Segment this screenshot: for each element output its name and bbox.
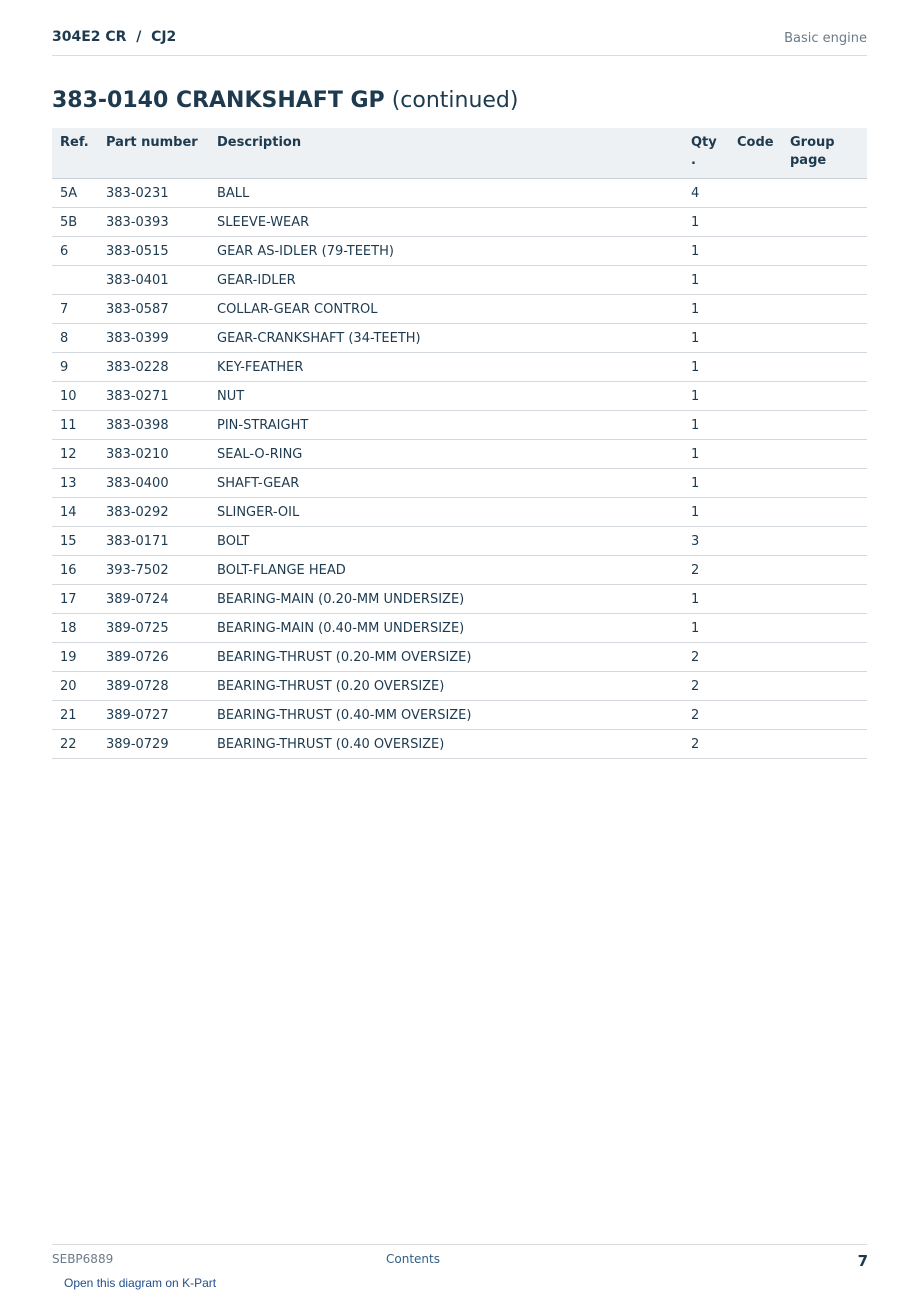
- part-number-cell: 383-0228: [98, 353, 209, 382]
- ref-cell: 11: [52, 411, 98, 440]
- ref-cell: 5B: [52, 208, 98, 237]
- ref-cell: 5A: [52, 179, 98, 208]
- code-cell: [729, 701, 782, 730]
- part-number-cell: 389-0728: [98, 672, 209, 701]
- table-row: [52, 556, 867, 585]
- section-name: Basic engine: [784, 31, 867, 46]
- publication-number: SEBP6889: [52, 1252, 114, 1266]
- qty-cell: 1: [683, 382, 729, 411]
- group-page-cell: [782, 179, 867, 208]
- group-page-cell: [782, 382, 867, 411]
- qty-cell: 3: [683, 527, 729, 556]
- part-number-cell: 393-7502: [98, 556, 209, 585]
- code-cell: [729, 353, 782, 382]
- part-number-cell: 389-0724: [98, 585, 209, 614]
- part-number-cell: 389-0726: [98, 643, 209, 672]
- qty-cell: 1: [683, 585, 729, 614]
- qty-cell: 2: [683, 730, 729, 759]
- code-cell: [729, 498, 782, 527]
- qty-cell: 1: [683, 498, 729, 527]
- qty-cell: 1: [683, 237, 729, 266]
- part-number-cell: 383-0231: [98, 179, 209, 208]
- table-row: [52, 730, 867, 759]
- ref-cell: 15: [52, 527, 98, 556]
- header-part-number: Part number: [98, 128, 209, 179]
- description-cell: PIN-STRAIGHT: [209, 411, 683, 440]
- part-number-cell: 389-0729: [98, 730, 209, 759]
- description-cell: SLEEVE-WEAR: [209, 208, 683, 237]
- code-cell: [729, 208, 782, 237]
- ref-cell: 12: [52, 440, 98, 469]
- table-row: [52, 672, 867, 701]
- part-number-cell: 389-0727: [98, 701, 209, 730]
- part-number-cell: 383-0401: [98, 266, 209, 295]
- qty-cell: 1: [683, 440, 729, 469]
- part-number-cell: 383-0515: [98, 237, 209, 266]
- parts-table: [52, 128, 867, 759]
- code-cell: [729, 382, 782, 411]
- ref-cell: 22: [52, 730, 98, 759]
- qty-cell: 2: [683, 672, 729, 701]
- code-cell: [729, 643, 782, 672]
- group-page-cell: [782, 208, 867, 237]
- description-cell: COLLAR-GEAR CONTROL: [209, 295, 683, 324]
- table-row: [52, 614, 867, 643]
- description-cell: BEARING-MAIN (0.20-MM UNDERSIZE): [209, 585, 683, 614]
- description-cell: GEAR-IDLER: [209, 266, 683, 295]
- ref-cell: 17: [52, 585, 98, 614]
- part-number-cell: 383-0271: [98, 382, 209, 411]
- part-number-cell: 383-0210: [98, 440, 209, 469]
- page-number: 7: [857, 1252, 868, 1270]
- group-page-cell: [782, 237, 867, 266]
- ref-cell: 7: [52, 295, 98, 324]
- ref-cell: 6: [52, 237, 98, 266]
- table-header-row: [52, 128, 867, 179]
- group-page-cell: [782, 266, 867, 295]
- group-page-cell: [782, 324, 867, 353]
- code-cell: [729, 527, 782, 556]
- part-number-cell: 383-0587: [98, 295, 209, 324]
- table-row: [52, 208, 867, 237]
- header-code: Code: [729, 128, 782, 179]
- description-cell: BEARING-THRUST (0.40-MM OVERSIZE): [209, 701, 683, 730]
- header-group-page: Group page: [782, 128, 867, 179]
- code-cell: [729, 614, 782, 643]
- table-row: [52, 266, 867, 295]
- group-page-cell: [782, 614, 867, 643]
- table-row: [52, 353, 867, 382]
- part-number-cell: 383-0400: [98, 469, 209, 498]
- group-page-cell: [782, 643, 867, 672]
- qty-cell: 2: [683, 701, 729, 730]
- table-row: [52, 382, 867, 411]
- part-number-cell: 389-0725: [98, 614, 209, 643]
- description-cell: BEARING-THRUST (0.20 OVERSIZE): [209, 672, 683, 701]
- description-cell: SHAFT-GEAR: [209, 469, 683, 498]
- qty-cell: 1: [683, 208, 729, 237]
- code-cell: [729, 440, 782, 469]
- description-cell: BEARING-MAIN (0.40-MM UNDERSIZE): [209, 614, 683, 643]
- ref-cell: 16: [52, 556, 98, 585]
- table-row: [52, 701, 867, 730]
- table-row: [52, 295, 867, 324]
- group-page-cell: [782, 556, 867, 585]
- group-page-cell: [782, 672, 867, 701]
- description-cell: SEAL-O-RING: [209, 440, 683, 469]
- description-cell: BALL: [209, 179, 683, 208]
- description-cell: BEARING-THRUST (0.40 OVERSIZE): [209, 730, 683, 759]
- code-cell: [729, 324, 782, 353]
- description-cell: KEY-FEATHER: [209, 353, 683, 382]
- group-page-cell: [782, 440, 867, 469]
- page-header: [52, 28, 867, 56]
- qty-cell: 4: [683, 179, 729, 208]
- footer-divider: [52, 1244, 867, 1245]
- qty-cell: 2: [683, 643, 729, 672]
- table-row: [52, 179, 867, 208]
- qty-cell: 1: [683, 266, 729, 295]
- group-page-cell: [782, 353, 867, 382]
- table-row: [52, 498, 867, 527]
- group-page-cell: [782, 585, 867, 614]
- group-page-cell: [782, 295, 867, 324]
- table-row: [52, 440, 867, 469]
- description-cell: BOLT-FLANGE HEAD: [209, 556, 683, 585]
- code-cell: [729, 556, 782, 585]
- ref-cell: 8: [52, 324, 98, 353]
- table-row: [52, 237, 867, 266]
- header-qty: Qty .: [683, 128, 729, 179]
- table-row: [52, 527, 867, 556]
- ref-cell: 18: [52, 614, 98, 643]
- code-cell: [729, 672, 782, 701]
- table-row: [52, 324, 867, 353]
- table-row: [52, 469, 867, 498]
- ref-cell: 19: [52, 643, 98, 672]
- group-page-cell: [782, 730, 867, 759]
- ref-cell: 14: [52, 498, 98, 527]
- table-row: [52, 411, 867, 440]
- continued-label: (continued): [391, 88, 519, 113]
- ref-cell: 20: [52, 672, 98, 701]
- document-id: 304E2 CR / CJ2: [52, 29, 177, 45]
- qty-cell: 1: [683, 469, 729, 498]
- kpart-link[interactable]: Open this diagram on K-Part: [64, 1276, 217, 1290]
- code-cell: [729, 295, 782, 324]
- part-number-cell: 383-0393: [98, 208, 209, 237]
- qty-cell: 2: [683, 556, 729, 585]
- page-title: [52, 88, 518, 113]
- group-page-cell: [782, 469, 867, 498]
- group-title: 383-0140 CRANKSHAFT GP: [52, 88, 385, 113]
- qty-cell: 1: [683, 295, 729, 324]
- part-number-cell: 383-0399: [98, 324, 209, 353]
- code-cell: [729, 237, 782, 266]
- description-cell: GEAR AS-IDLER (79-TEETH): [209, 237, 683, 266]
- ref-cell: [52, 266, 98, 295]
- code-cell: [729, 585, 782, 614]
- qty-cell: 1: [683, 324, 729, 353]
- header-ref: Ref.: [52, 128, 98, 179]
- code-cell: [729, 179, 782, 208]
- ref-cell: 10: [52, 382, 98, 411]
- code-cell: [729, 411, 782, 440]
- ref-cell: 13: [52, 469, 98, 498]
- qty-cell: 1: [683, 614, 729, 643]
- description-cell: BOLT: [209, 527, 683, 556]
- code-cell: [729, 730, 782, 759]
- description-cell: NUT: [209, 382, 683, 411]
- code-cell: [729, 469, 782, 498]
- description-cell: SLINGER-OIL: [209, 498, 683, 527]
- group-page-cell: [782, 527, 867, 556]
- part-number-cell: 383-0292: [98, 498, 209, 527]
- group-page-cell: [782, 701, 867, 730]
- group-page-cell: [782, 411, 867, 440]
- table-row: [52, 643, 867, 672]
- contents-link[interactable]: Contents: [386, 1252, 440, 1266]
- description-cell: GEAR-CRANKSHAFT (34-TEETH): [209, 324, 683, 353]
- description-cell: BEARING-THRUST (0.20-MM OVERSIZE): [209, 643, 683, 672]
- ref-cell: 21: [52, 701, 98, 730]
- header-description: Description: [209, 128, 683, 179]
- qty-cell: 1: [683, 353, 729, 382]
- code-cell: [729, 266, 782, 295]
- qty-cell: 1: [683, 411, 729, 440]
- part-number-cell: 383-0398: [98, 411, 209, 440]
- part-number-cell: 383-0171: [98, 527, 209, 556]
- group-page-cell: [782, 498, 867, 527]
- ref-cell: 9: [52, 353, 98, 382]
- table-row: [52, 585, 867, 614]
